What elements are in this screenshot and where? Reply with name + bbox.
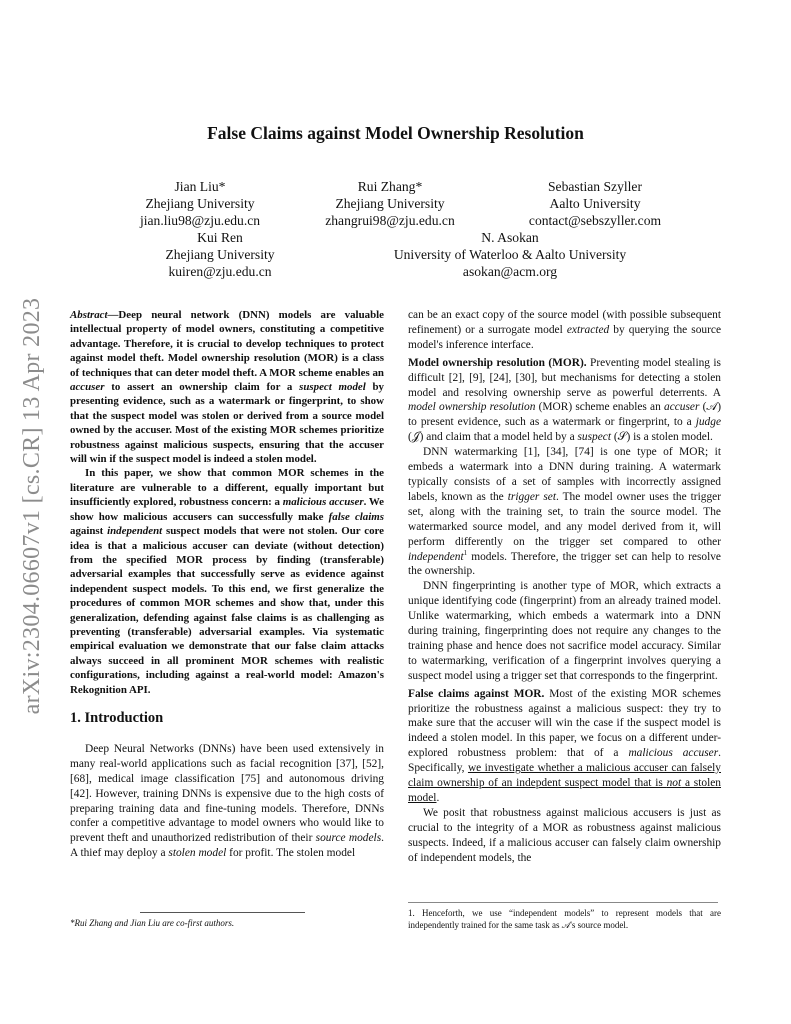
body-paragraph: False claims against MOR. Most of the existing MOR schemes prioritize the robustness against a malicious suspect: they try to make sure that the accuser will win the case if the suspect model is indeed a stolen model. In this paper, we focus on a different under-explored robustness problem: that of a malicious accuser. Specifically, we investigate whether a malicious accuser can falsely claim ownership of an indepdent suspect model that is not a stolen model. [408, 687, 721, 804]
author-name: Sebastian Szyller [547, 179, 642, 194]
author-block [500, 178, 690, 229]
footnote-rule [140, 912, 305, 913]
author-name: Kui Ren [197, 230, 243, 245]
section-heading: 1. Introduction [70, 709, 164, 726]
author-block [110, 178, 290, 229]
abstract-label: Abstract [70, 309, 108, 321]
paper-title: False Claims against Model Ownership Resolution [207, 123, 584, 143]
author-block [130, 229, 310, 280]
abstract-paragraph: Abstract—Deep neural network (DNN) models are valuable intellectual property of model owners, constituting a competitive advantage. Therefore, it is crucial to develop techniques to protect against model theft. Model ownership resolution (MOR) is a class of techniques that can deter model theft. A MOR scheme enables an accuser to assert an ownership claim for a suspect model by presenting evidence, such as a watermark or fingerprint, to show that the suspect model was stolen or derived from a source model owned by the accuser. Most of the existing MOR schemes prioritize robustness against malicious suspects, ensuring that the accuser will win if the suspect model is indeed a stolen model. [70, 309, 385, 466]
body-paragraph: Model ownership resolution (MOR). Preventing model stealing is difficult [2], [9], [24], [30], but mechanisms for detecting a stolen model and resolving ownership serve as powerful deterrents. A model ownership resolution (MOR) scheme enables an accuser (𝒜) to present evidence, such as a watermark or fingerprint, to a judge (𝒥) and claim that a model held by a suspect (𝒮) is a stolen model. [408, 356, 721, 444]
author-affiliation: Zhejiang University [165, 247, 275, 262]
body-paragraph: DNN fingerprinting is another type of MOR, which extracts a unique identifying code (fingerprint) from an already trained model. Unlike watermarking, which embeds a watermark into a DNN during training, fingerprinting does not require any changes to the training phase and hence does not sacrifice model accuracy. Similar to watermarking, verification of a fingerprint involves querying a suspect model using a trigger set that corresponds to the fingerprint. [408, 580, 721, 682]
author-email: jian.liu98@zju.edu.cn [139, 213, 261, 228]
arxiv-stamp: arXiv:2304.06607v1 [cs.CR] 13 Apr 2023 [19, 297, 45, 715]
footnote: *Rui Zhang and Jian Liu are co-first authors. [70, 918, 235, 928]
author-affiliation: Zhejiang University [335, 196, 445, 211]
author-block [360, 229, 660, 280]
abstract-paragraph: In this paper, we show that common MOR schemes in the literature are vulnerable to a different, equally important but insufficiently explored, robustness concern: a malicious accuser. We show how malicious accusers can successfully make false claims against independent suspect models that were not stolen. Our core idea is that a malicious accuser can deviate (without detection) from the specified MOR process by finding (transferable) adversarial examples that successfully serve as evidence against independent suspect models. To this end, we first generalize the procedures of common MOR schemes and show that, under this generalization, defending against false claims is as challenging as preventing (transferable) adversarial examples. Via systematic empirical evaluation we demonstrate that our false claim attacks always succeed in all prominent MOR schemes with realistic configurations, including against a real-world model: Amazon's Rekognition API. [70, 467, 384, 696]
author-affiliation: University of Waterloo & Aalto University [393, 247, 627, 262]
right-column [408, 308, 721, 866]
author-email: zhangrui98@zju.edu.cn [325, 213, 455, 228]
author-affiliation: Aalto University [549, 196, 641, 211]
body-paragraph: We posit that robustness against malicious accusers is just as crucial to the integrity of a MOR as robustness against malicious suspects. Indeed, if a malicious accuser can falsely claim ownership of independent models, the [408, 806, 721, 864]
author-email: contact@sebszyller.com [528, 213, 662, 228]
left-column [70, 308, 384, 861]
footnote-rule [408, 902, 718, 903]
author-email: asokan@acm.org [462, 264, 558, 279]
author-name: Jian Liu* [174, 179, 226, 194]
body-paragraph: can be an exact copy of the source model (with possible subsequent refinement) or a surrogate model extracted by querying the source model's inference interface. [408, 309, 722, 351]
author-name: Rui Zhang* [357, 179, 423, 194]
footnote: 1. Henceforth, we use “independent models” to represent models that are independently trained for the same task as 𝒜's source model. [408, 908, 721, 930]
author-email: kuiren@zju.edu.cn [168, 264, 272, 279]
author-affiliation: Zhejiang University [145, 196, 255, 211]
body-paragraph: DNN watermarking [1], [34], [74] is one type of MOR; it embeds a watermark into a DNN during training. A watermark typically consists of a set of samples with incorrectly assigned labels, known as the trigger set. The model owner uses the trigger set, along with the training set, to train the source model. The watermarked source model, and any model derived from it, will perform differently on the trigger set compared to other independent$^1$ models. Therefore, the trigger set can help to resolve the ownership. [408, 446, 721, 578]
author-name: N. Asokan [481, 230, 539, 245]
body-paragraph: Deep Neural Networks (DNNs) have been used extensively in many real-world applications such as facial recognition [37], [52], [68], medical image classification [75] and autonomous driving [42]. However, training DNNs is expensive due to the high costs of preparing training data and fine-tuning models. Therefore, DNNs confer a competitive advantage to model owners who would like to prevent theft and unauthorized redistribution of their source models. A thief may deploy a stolen model for profit. The stolen model [70, 742, 385, 860]
author-block [300, 178, 480, 229]
